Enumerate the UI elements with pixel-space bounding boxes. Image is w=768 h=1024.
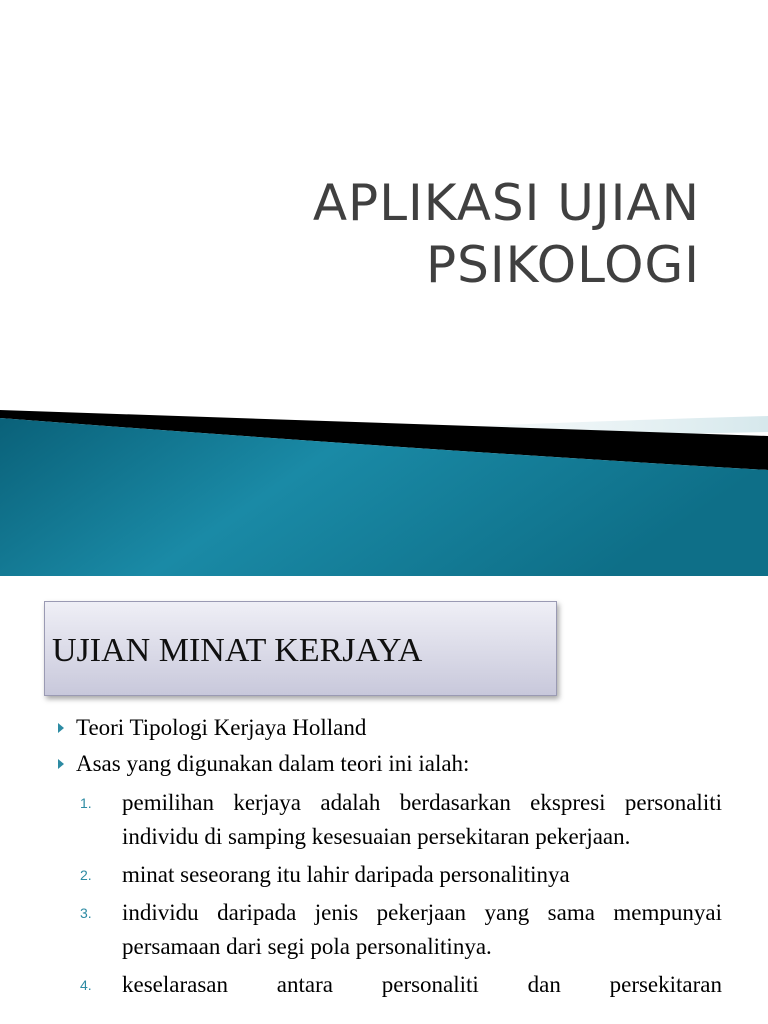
list-number: 4.	[80, 977, 92, 993]
list-number: 1.	[80, 795, 92, 811]
list-item	[80, 896, 722, 964]
list-text: individu daripada jenis pekerjaan yang sama mempunyai persamaan dari segi pola personalitinya.	[122, 900, 722, 959]
slide-heading: UJIAN MINAT KERJAYA	[52, 632, 423, 669]
numbered-list	[80, 786, 722, 1006]
list-item	[80, 968, 722, 1002]
slide-title	[140, 172, 700, 296]
decorative-band	[0, 410, 768, 576]
list-text: pemilihan kerjaya adalah berdasarkan ekspresi personaliti individu di samping kesesuaian persekitaran pekerjaan.	[122, 790, 722, 849]
list-text: keselarasan antara personaliti dan persekitaran	[122, 972, 722, 997]
slide-title-line-1: APLIKASI UJIAN	[312, 174, 700, 232]
bullet-text: Teori Tipologi Kerjaya Holland	[76, 715, 367, 740]
bullet-item	[54, 712, 722, 748]
bullet-text: Asas yang digunakan dalam teori ini ialah:	[76, 751, 470, 776]
list-number: 3.	[80, 905, 92, 921]
list-text: minat seseorang itu lahir daripada personalitinya	[122, 862, 570, 887]
bullet-item	[54, 748, 722, 784]
list-item	[80, 786, 722, 854]
list-number: 2.	[80, 867, 92, 883]
heading-box	[44, 601, 557, 696]
slide-title-line-2: PSIKOLOGI	[426, 236, 700, 294]
triangle-bullet-icon	[58, 723, 64, 733]
content-slide	[0, 576, 768, 1024]
bullet-list	[54, 712, 722, 784]
triangle-bullet-icon	[58, 759, 64, 769]
list-item	[80, 858, 722, 892]
